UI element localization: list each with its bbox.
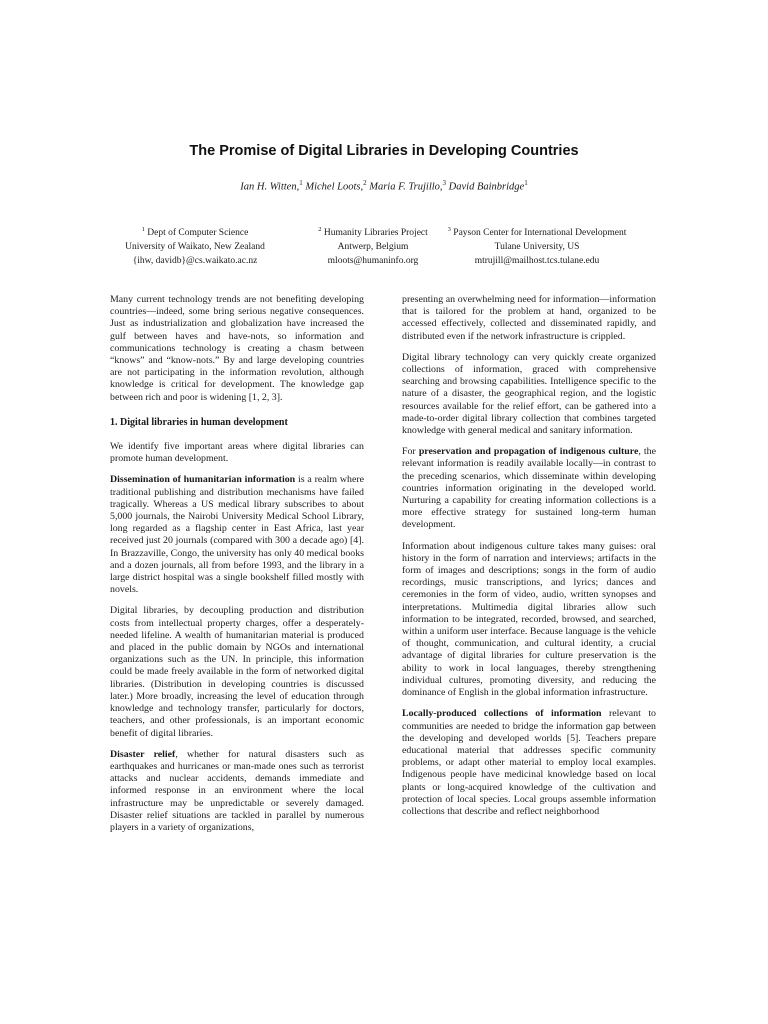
paragraph-lead-term: preservation and propagation of indigenous culture	[418, 446, 639, 458]
author-affiliation-marker: 2	[363, 179, 367, 187]
author-name: Maria F. Trujillo,	[369, 181, 443, 193]
paragraph-lead-term: Dissemination of humanitarian information	[110, 474, 296, 486]
affiliation-marker: 3	[447, 226, 451, 233]
paper-title: The Promise of Digital Libraries in Developing Countries	[189, 143, 579, 159]
body-paragraph: Dissemination of humanitarian information is a realm where traditional publishing and distribution mechanisms have failed tragically. Whereas a US medical library subscribes to about 5,000 journals, the Nairobi University Medical School Library, long regarded as a flagship center in East Africa, last year received just 20 journals (compared with 300 a decade ago) [4]. In Brazzaville, Congo, the university has only 40 medical books and a dozen journals, all from before 1993, and the library in a large district hospital was a single bookshelf filled mostly with novels.	[110, 474, 364, 596]
body-paragraph: presenting an overwhelming need for information—information that is tailored for the problem at hand, organized to be accessed effectively, collected and disseminated rapidly, and distributed even if the network infrastructure is crippled.	[402, 294, 656, 342]
left-column	[110, 294, 364, 843]
paragraph-lead-term: Disaster relief	[110, 748, 176, 760]
body-paragraph: We identify five important areas where digital libraries can promote human development.	[110, 441, 364, 465]
affiliation-dept: $^1$ Dept of Computer Science	[141, 226, 249, 239]
right-column	[402, 294, 656, 827]
affiliation-place: University of Waikato, New Zealand	[125, 242, 265, 253]
affiliation-marker: 2	[318, 226, 322, 233]
author-affiliation-marker: 3	[442, 179, 447, 187]
author-affiliation-marker: 1	[524, 179, 528, 187]
author-name: David Bainbridge	[448, 181, 525, 193]
affiliation-dept: $^3$ Payson Center for International Development	[447, 226, 627, 239]
affiliation-marker: 1	[141, 226, 145, 233]
intro-paragraph: Many current technology trends are not benefiting developing countries—indeed, some bring serious negative consequences. Just as industrialization and globalization have increased the gulf between haves and have-nots, so information and communications technology is creating a chasm between “knows” and “know-nots.” By and large developing countries are not participating in the information revolution, although knowledge is critical for development. The knowledge gap between rich and poor is widening [1, 2, 3].	[110, 294, 364, 403]
body-paragraph: Digital library technology can very quickly create organized collections of information, graced with comprehensive searching and browsing capabilities. Intelligence specific to the nature of a disaster, the geographical region, and the logistic resources available for the relief effort, can be gathered into a made-to-order digital library collection that combines targeted knowledge with general medical and sanitary information.	[402, 351, 656, 437]
body-paragraph: Digital libraries, by decoupling production and distribution costs from intellectual property charges, offer a desperately-needed lifeline. A wealth of humanitarian material is produced and placed in the public domain by NGOs and international organizations such as the UN. In principle, this information could be made freely available in the form of networked digital libraries. (Distribution in developing countries is discussed later.) More broadly, increasing the level of education through knowledge and technology transfer, particularly for doctors, teachers, and other professionals, is an important economic benefit of digital libraries.	[110, 605, 364, 739]
author-affiliation-marker: 1	[299, 179, 303, 187]
affiliation-email: mloots@humaninfo.org	[327, 256, 419, 267]
affiliation-dept: $^2$ Humanity Libraries Project	[318, 226, 428, 239]
author-line	[0, 179, 768, 193]
author-name: Ian H. Witten,	[240, 181, 300, 193]
paragraph-lead-term: Locally-produced collections of information	[402, 708, 602, 720]
body-paragraph: Disaster relief, whether for natural disasters such as earthquakes and hurricanes or man-made ones such as terrorist attacks and nuclear accidents, demands immediate and informed response in an environment where the local infrastructure may be unpredictable or severely damaged. Disaster relief situations are tackled in parallel by numerous players in a variety of organizations,	[110, 748, 364, 833]
author-name: Michel Loots,	[305, 181, 364, 193]
affiliation-email: {ihw, davidb}@cs.waikato.ac.nz	[132, 256, 258, 267]
affiliation-place: Tulane University, US	[494, 242, 580, 253]
affiliation-place: Antwerp, Belgium	[337, 242, 409, 253]
affiliation-tulane	[422, 223, 652, 268]
body-paragraph: For preservation and propagation of indigenous culture, the relevant information is readily available locally—in contrast to the preceding scenarios, which disseminate within developing countries information originating in the developed world. Nurturing a capability for creating information collections is a more effective strategy for sustained long-term human development.	[402, 446, 656, 531]
affiliation-email: mtrujill@mailhost.tcs.tulane.edu	[474, 256, 600, 267]
section-heading: 1. Digital libraries in human development	[110, 416, 288, 428]
body-paragraph: Information about indigenous culture takes many guises: oral history in the form of narration and interviews; artifacts in the form of images and descriptions; songs in the form of audio recordings, music transcriptions, and lyrics; dances and ceremonies in the form of video, audio, written synopses and interpretations. Multimedia digital libraries allow such information to be integrated, recorded, browsed, and searched, within a uniform user interface. Because language is the vehicle of thought, communication, and cultural identity, a crucial advantage of digital libraries for culture preservation is the ability to work in local languages, thereby strengthening individual cultures, promoting diversity, and reducing the dominance of English in the global information infrastructure.	[402, 540, 656, 699]
body-paragraph: Locally-produced collections of information relevant to communities are needed to bridge the information gap between the developing and developed worlds [5]. Teachers prepare educational material that addresses specific community problems, or adapt other material to employ local examples. Indigenous people have medicinal knowledge based on local plants or long-acquired knowledge of the cultivation and protection of local species. Local groups assemble information collections that describe and reflect neighborhood	[402, 708, 656, 817]
